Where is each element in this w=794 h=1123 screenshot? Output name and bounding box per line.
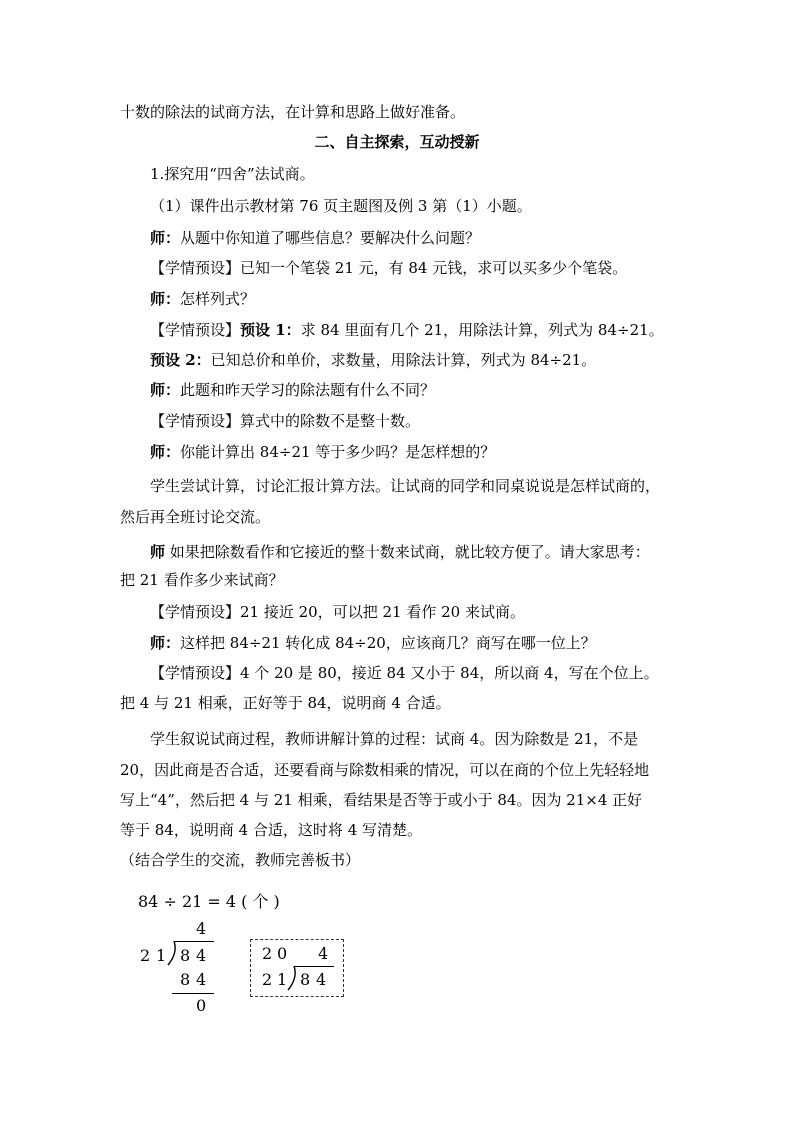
trial-divisor-digit: 2: [262, 944, 273, 963]
speaker-label: 师：: [150, 634, 181, 652]
trial-divisor-digit: 0: [277, 944, 288, 963]
paragraph-line: 然后再全班讨论交流。: [120, 508, 271, 526]
paragraph-line: 学生叙说试商过程，教师讲解计算的过程：试商 4。因为除数是 21，不是: [150, 730, 639, 748]
speaker-label: 师：: [150, 381, 181, 399]
paragraph-line: 十数的除法的试商方法，在计算和思路上做好准备。: [120, 103, 466, 121]
paragraph-line: 【学情预设】21 接近 20，可以把 21 看作 20 来试商。: [150, 603, 525, 621]
paragraph-line: 1.探究用“四舍”法试商。: [150, 165, 315, 183]
dividend-digit: 8: [180, 946, 191, 965]
section-heading: 二、自主探索，互动授新: [314, 133, 480, 151]
speaker-label: 师：: [150, 443, 181, 461]
division-bracket: [286, 966, 298, 992]
paragraph-line: 师：怎样列式？: [150, 290, 256, 308]
quotient-digit: 4: [196, 919, 207, 938]
speaker-label: 师: [150, 543, 166, 561]
division-equation: 84 ÷ 21 = 4 ( 个 ): [138, 892, 280, 911]
paragraph-line: 师：此题和昨天学习的除法题有什么不同？: [150, 381, 436, 399]
dividend-digit: 4: [196, 946, 207, 965]
vinculum-line: [174, 941, 214, 942]
product-digit: 8: [180, 970, 191, 989]
paragraph-line: 20，因此商是否合适，还要看商与除数相乘的情况，可以在商的个位上先轻轻地: [120, 761, 650, 779]
division-bracket: [166, 941, 178, 967]
paragraph-line: 把 4 与 21 相乘，正好等于 84，说明商 4 合适。: [120, 694, 451, 712]
paragraph-line: 师：你能计算出 84÷21 等于多少吗？是怎样想的？: [150, 443, 496, 461]
paragraph-line: 学生尝试计算，讨论汇报计算方法。让试商的同学和同桌说说是怎样试商的，: [150, 477, 661, 495]
paragraph-line: 【学情预设】预设 1：求 84 里面有几个 21，用除法计算，列式为 84÷21。: [150, 321, 664, 339]
preset-label: 预设 1：: [240, 321, 301, 339]
dividend-digit: 4: [316, 970, 327, 989]
divisor-digit: 2: [140, 946, 151, 965]
dividend-digit: 8: [300, 970, 311, 989]
speaker-label: 师：: [150, 229, 181, 247]
trial-quotient-digit: 4: [318, 944, 329, 963]
paragraph-line: 【学情预设】已知一个笔袋 21 元，有 84 元钱，求可以买多少个笔袋。: [150, 259, 628, 277]
divisor-digit: 1: [277, 970, 288, 989]
paragraph-line: 师 如果把除数看作和它接近的整十数来试商，就比较方便了。请大家思考：: [150, 543, 650, 561]
paragraph-line: 预设 2：已知总价和单价，求数量，用除法计算，列式为 84÷21。: [150, 351, 597, 369]
divisor-digit: 1: [156, 946, 167, 965]
paragraph-line: （结合学生的交流，教师完善板书）: [120, 851, 361, 869]
preset-label: 预设 2：: [150, 351, 211, 369]
product-digit: 4: [196, 970, 207, 989]
paragraph-line: 【学情预设】算式中的除数不是整十数。: [150, 412, 421, 430]
paragraph-line: （1）课件出示教材第 76 页主题图及例 3 第（1）小题。: [150, 197, 532, 215]
paragraph-line: 把 21 看作多少来试商？: [120, 571, 284, 589]
speaker-label: 师：: [150, 290, 181, 308]
vinculum-line: [294, 966, 334, 967]
divisor-digit: 2: [262, 970, 273, 989]
paragraph-line: 写上“4”，然后把 4 与 21 相乘，看结果是否等于或小于 84。因为 21×4 正好: [120, 791, 643, 809]
subtraction-line: [172, 993, 214, 994]
paragraph-line: 【学情预设】4 个 20 是 80，接近 84 又小于 84，所以商 4，写在个位上。: [150, 664, 659, 682]
paragraph-line: 师：这样把 84÷21 转化成 84÷20，应该商几？商写在哪一位上？: [150, 634, 596, 652]
remainder-digit: 0: [196, 996, 207, 1015]
paragraph-line: 师：从题中你知道了哪些信息？要解决什么问题？: [150, 229, 481, 247]
paragraph-line: 等于 84，说明商 4 合适，这时将 4 写清楚。: [120, 821, 423, 839]
